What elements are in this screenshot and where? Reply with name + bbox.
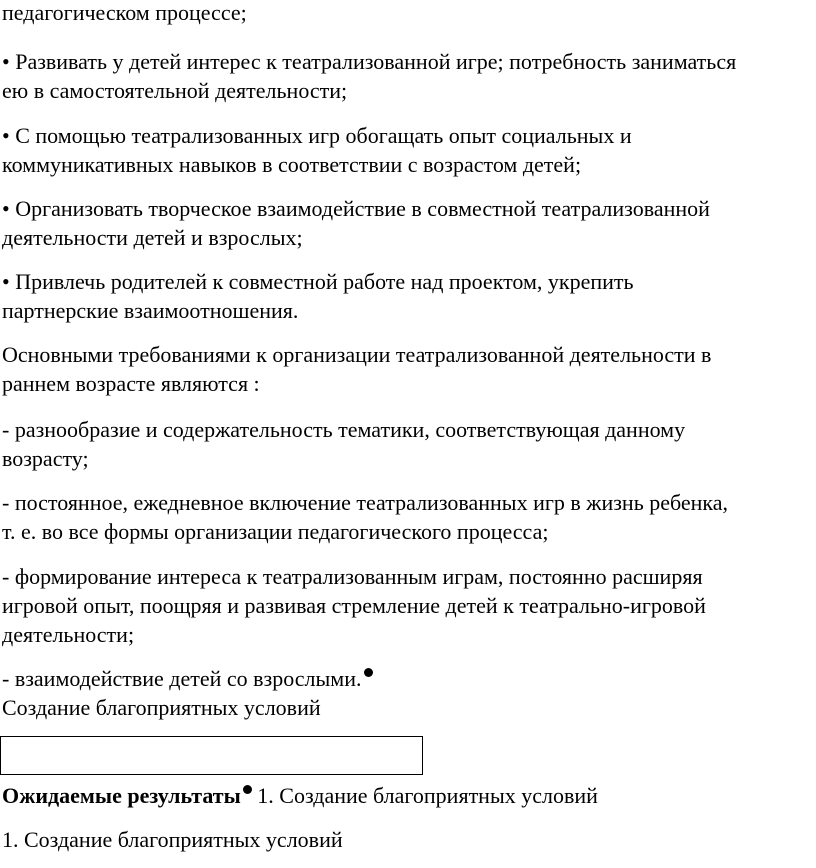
text-line: деятельности;: [2, 622, 135, 647]
final-item: [2, 825, 343, 854]
text-line: - разнообразие и содержательность тематики, соответствующая данному: [2, 417, 686, 442]
text-line: игровой опыт, поощряя и развивая стремление детей к театрально-игровой: [2, 593, 706, 618]
empty-frame: [0, 736, 423, 775]
expected-results-heading: Ожидаемые результаты: [2, 783, 241, 808]
requirement-item-2: [2, 488, 728, 546]
text-line: - постоянное, ежедневное включение театрализованных игр в жизнь ребенка,: [2, 490, 729, 515]
requirements-intro: [2, 340, 711, 398]
text-line: - взаимодействие детей со взрослыми.: [2, 666, 362, 691]
text-line: коммуникативных навыков в соответствии с возрастом детей;: [2, 152, 582, 177]
goal-item-4: [2, 267, 634, 325]
text-line: 1. Создание благоприятных условий: [2, 827, 343, 852]
goal-item-1: [2, 47, 736, 105]
bullet-dot-icon: [243, 785, 252, 794]
text-line: партнерские взаимоотношения.: [2, 298, 299, 323]
text-line: - формирование интереса к театрализованным играм, постоянно расширяя: [2, 564, 703, 589]
text-line: Основными требованиями к организации театрализованной деятельности в: [2, 342, 712, 367]
goal-item-3: [2, 194, 710, 252]
text-line: • С помощью театрализованных игр обогащать опыт социальных и: [2, 123, 632, 148]
text-line: раннем возрасте являются :: [2, 371, 260, 396]
requirement-item-4: [2, 664, 373, 722]
text-line: возрасту;: [2, 446, 89, 471]
text-line: деятельности детей и взрослых;: [2, 225, 303, 250]
text-line: т. е. во все формы организации педагогического процесса;: [2, 519, 549, 544]
text-line: ею в самостоятельной деятельности;: [2, 78, 348, 103]
expected-results-line: [2, 781, 598, 810]
expected-results-item: 1. Создание благоприятных условий: [251, 783, 598, 808]
text-line: педагогическом процессе;: [2, 0, 247, 25]
goal-item-2: [2, 121, 632, 179]
text-line: • Развивать у детей интерес к театрализованной игре; потребность заниматься: [2, 49, 737, 74]
requirement-item-3: [2, 562, 706, 649]
conditions-label: Создание благоприятных условий: [2, 695, 321, 720]
paragraph-continuation: [2, 0, 247, 27]
text-line: • Привлечь родителей к совместной работе над проектом, укрепить: [2, 269, 634, 294]
text-line: • Организовать творческое взаимодействие в совместной театрализованной: [2, 196, 710, 221]
requirement-item-1: [2, 415, 685, 473]
bullet-dot-icon: [364, 668, 373, 677]
